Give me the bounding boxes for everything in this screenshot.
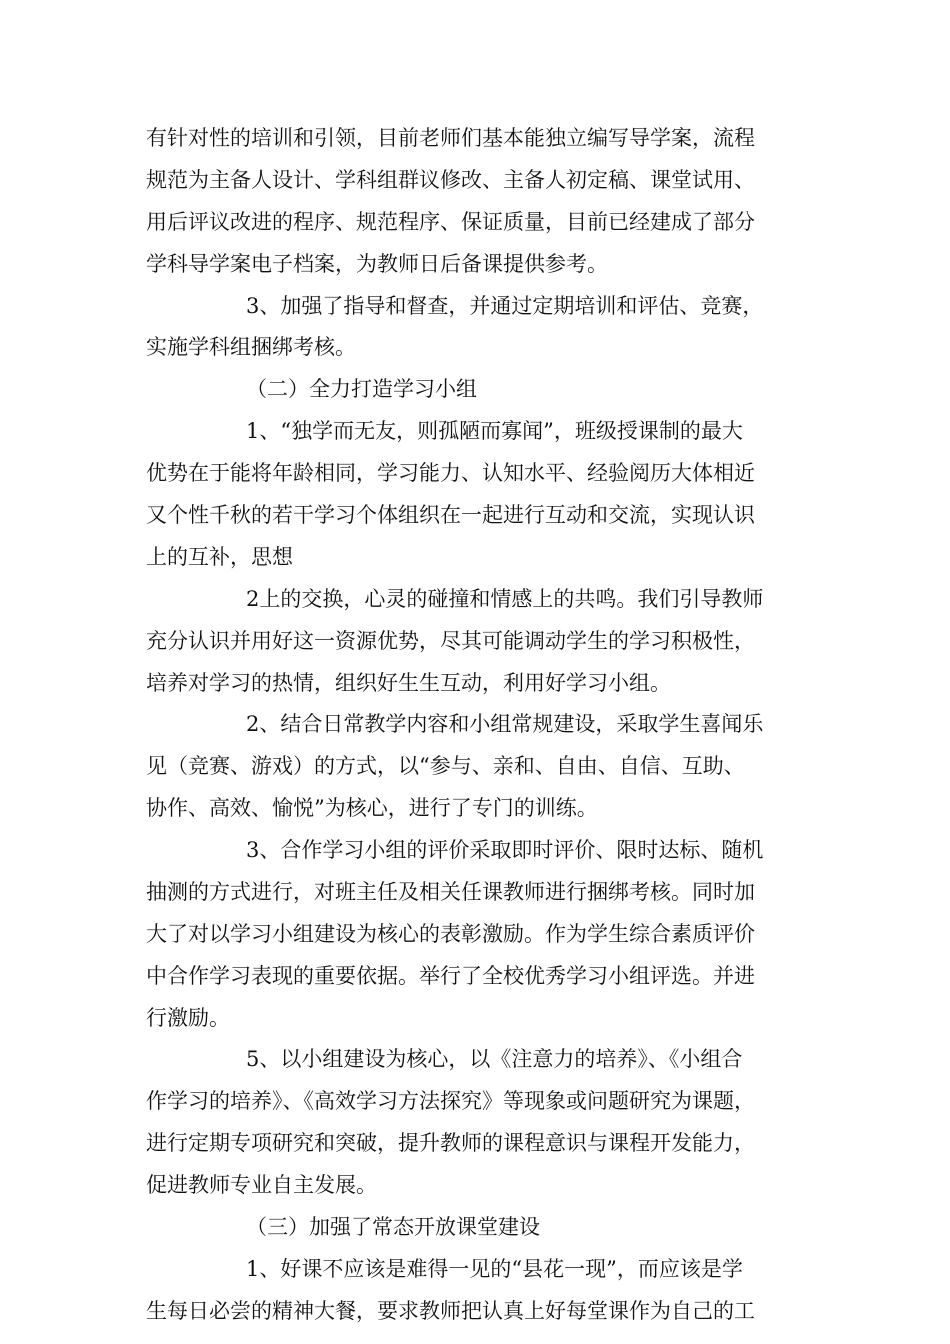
- paragraph-first-line: 1、好课不应该是难得一见的“县花一现”，而应该是学: [246, 1257, 743, 1281]
- paragraph-first-line: 5、以小组建设为核心，以《注意力的培养》、《小组合: [246, 1047, 743, 1071]
- paragraph-first-line: 3、合作学习小组的评价采取即时评价、限时达标、随机: [246, 838, 764, 862]
- body-text-line: 抽测的方式进行，对班主任及相关任课教师进行捆绑考核。同时加: [146, 880, 755, 904]
- body-text-line: 用后评议改进的程序、规范程序、保证质量，目前已经建成了部分: [146, 210, 755, 234]
- body-text-line: 大了对以学习小组建设为核心的表彰激励。作为学生综合素质评价: [146, 922, 755, 946]
- paragraph-first-line: 1、“独学而无友，则孤陋而寡闻”，班级授课制的最大: [246, 419, 743, 443]
- body-text-line: 中合作学习表现的重要依据。举行了全校优秀学习小组评选。并进: [146, 964, 755, 988]
- body-text-line: 行激励。: [146, 1006, 230, 1030]
- body-text-line: 生每日必尝的精神大餐，要求教师把认真上好每堂课作为自己的工: [146, 1299, 755, 1323]
- body-text-line: 实施学科组捆绑考核。: [146, 335, 356, 359]
- paragraph-first-line: 2、结合日常教学内容和小组常规建设，采取学生喜闻乐: [246, 712, 764, 736]
- body-text-line: 协作、高效、愉悦”为核心，进行了专门的训练。: [146, 796, 598, 820]
- body-text-line: 优势在于能将年龄相同，学习能力、认知水平、经验阅历大体相近: [146, 461, 755, 485]
- body-text-line: 作学习的培养》、《高效学习方法探究》等现象或问题研究为课题，: [146, 1089, 755, 1113]
- paragraph-first-line: 3、加强了指导和督查，并通过定期培训和评估、竞赛，: [246, 294, 764, 318]
- paragraph-first-line: 2上的交换，心灵的碰撞和情感上的共鸣。我们引导教师: [246, 587, 764, 611]
- body-text-line: 进行定期专项研究和突破，提升教师的课程意识与课程开发能力，: [146, 1131, 755, 1155]
- body-text-line: 上的互补，思想: [146, 545, 293, 569]
- body-text-line: 培养对学习的热情，组织好生生互动，利用好学习小组。: [146, 671, 671, 695]
- body-text-line: 学科导学案电子档案，为教师日后备课提供参考。: [146, 252, 608, 276]
- body-text-line: 规范为主备人设计、学科组群议修改、主备人初定稿、课堂试用、: [146, 168, 755, 192]
- section-heading: （三）加强了常态开放课堂建设: [246, 1215, 540, 1239]
- body-text-line: 又个性千秋的若干学习个体组织在一起进行互动和交流，实现认识: [146, 503, 755, 527]
- body-text-line: 充分认识并用好这一资源优势，尽其可能调动学生的学习积极性，: [146, 629, 755, 653]
- body-text-line: 见（竞赛、游戏）的方式，以“参与、亲和、自由、自信、互助、: [146, 754, 745, 778]
- body-text-line: 促进教师专业自主发展。: [146, 1173, 377, 1197]
- section-heading: （二）全力打造学习小组: [246, 377, 477, 401]
- body-text-line: 有针对性的培训和引领，目前老师们基本能独立编写导学案，流程: [146, 126, 755, 150]
